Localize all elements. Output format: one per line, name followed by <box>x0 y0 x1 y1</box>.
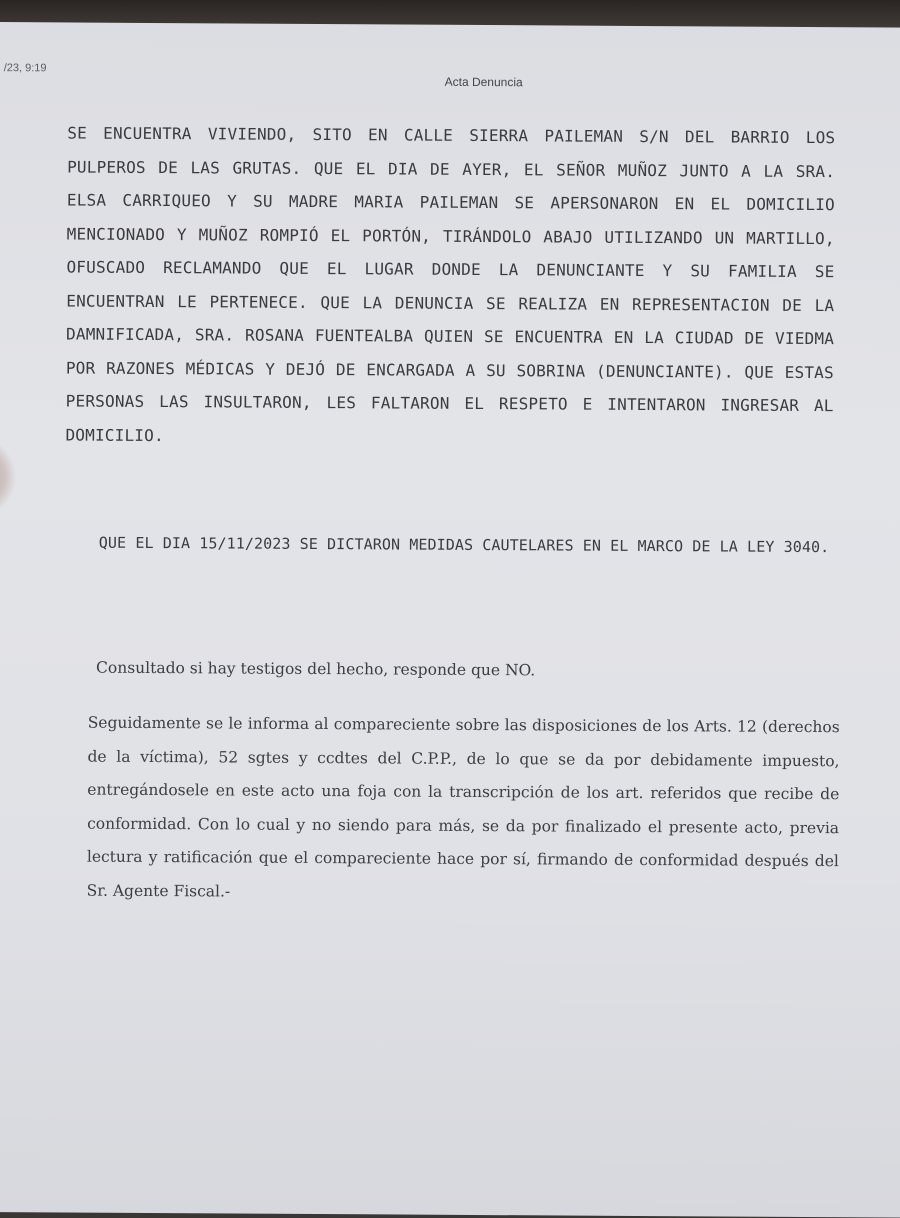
complaint-paragraph: SE ENCUENTRA VIVIENDO, SITO EN CALLE SIERRA PAILEMAN S/N DEL BARRIO LOS PULPEROS DE LAS GRUTAS. QUE EL DIA DE AYER, EL SEÑOR MUÑOZ JUNTO A LA SRA. ELSA CARRIQUEO Y SU MADRE MARIA PAILEMAN SE APERSONARON EN EL DOMICILIO MENCIONADO Y MUÑOZ ROMPIÓ EL PORTÓN, TIRÁNDOLO ABAJO UTILIZANDO UN MARTILLO, OFUSCADO RECLAMANDO QUE EL LUGAR DONDE LA DENUNCIANTE Y SU FAMILIA SE ENCUENTRAN LE PERTENECE. QUE LA DENUNCIA SE REALIZA EN REPRESENTACION DE LA DAMNIFICADA, SRA. ROSANA FUENTEALBA QUIEN SE ENCUENTRA EN LA CIUDAD DE VIEDMA POR RAZONES MÉDICAS Y DEJÓ DE ENCARGADA A SU SOBRINA (DENUNCIANTE). QUE ESTAS PERSONAS LAS INSULTARON, LES FALTARON EL RESPETO E INTENTARON INGRESAR AL DOMICILIO. <box>65 123 836 445</box>
document-header-title: Acta Denuncia <box>444 74 523 90</box>
complaint-narrative <box>65 116 835 456</box>
closing-paragraph: Seguidamente se le informa al compareciente sobre las disposiciones de los Arts. 12 (derechos de la víctima), 52 sgtes y ccdtes del C.P.P., de lo que se da por debidamente impuesto, entregándosele en este acto una foja con la transcripción de los art. referidos que recibe de conformidad. Con lo cual y no siendo para más, se da por finalizado el presente acto, previa lectura y ratificación que el compareciente hace por sí, firmando de conformidad después del Sr. Agente Fiscal.- <box>86 713 840 900</box>
document-page <box>0 22 900 1218</box>
thumb-shadow <box>0 442 17 512</box>
witnesses-paragraph: Consultado si hay testigos del hecho, responde que NO. <box>96 658 536 680</box>
print-timestamp: /23, 9:19 <box>3 62 47 75</box>
precautionary-measures-paragraph: QUE EL DIA 15/11/2023 SE DICTARON MEDIDAS CAUTELARES EN EL MARCO DE LA LEY 3040. <box>98 533 830 557</box>
